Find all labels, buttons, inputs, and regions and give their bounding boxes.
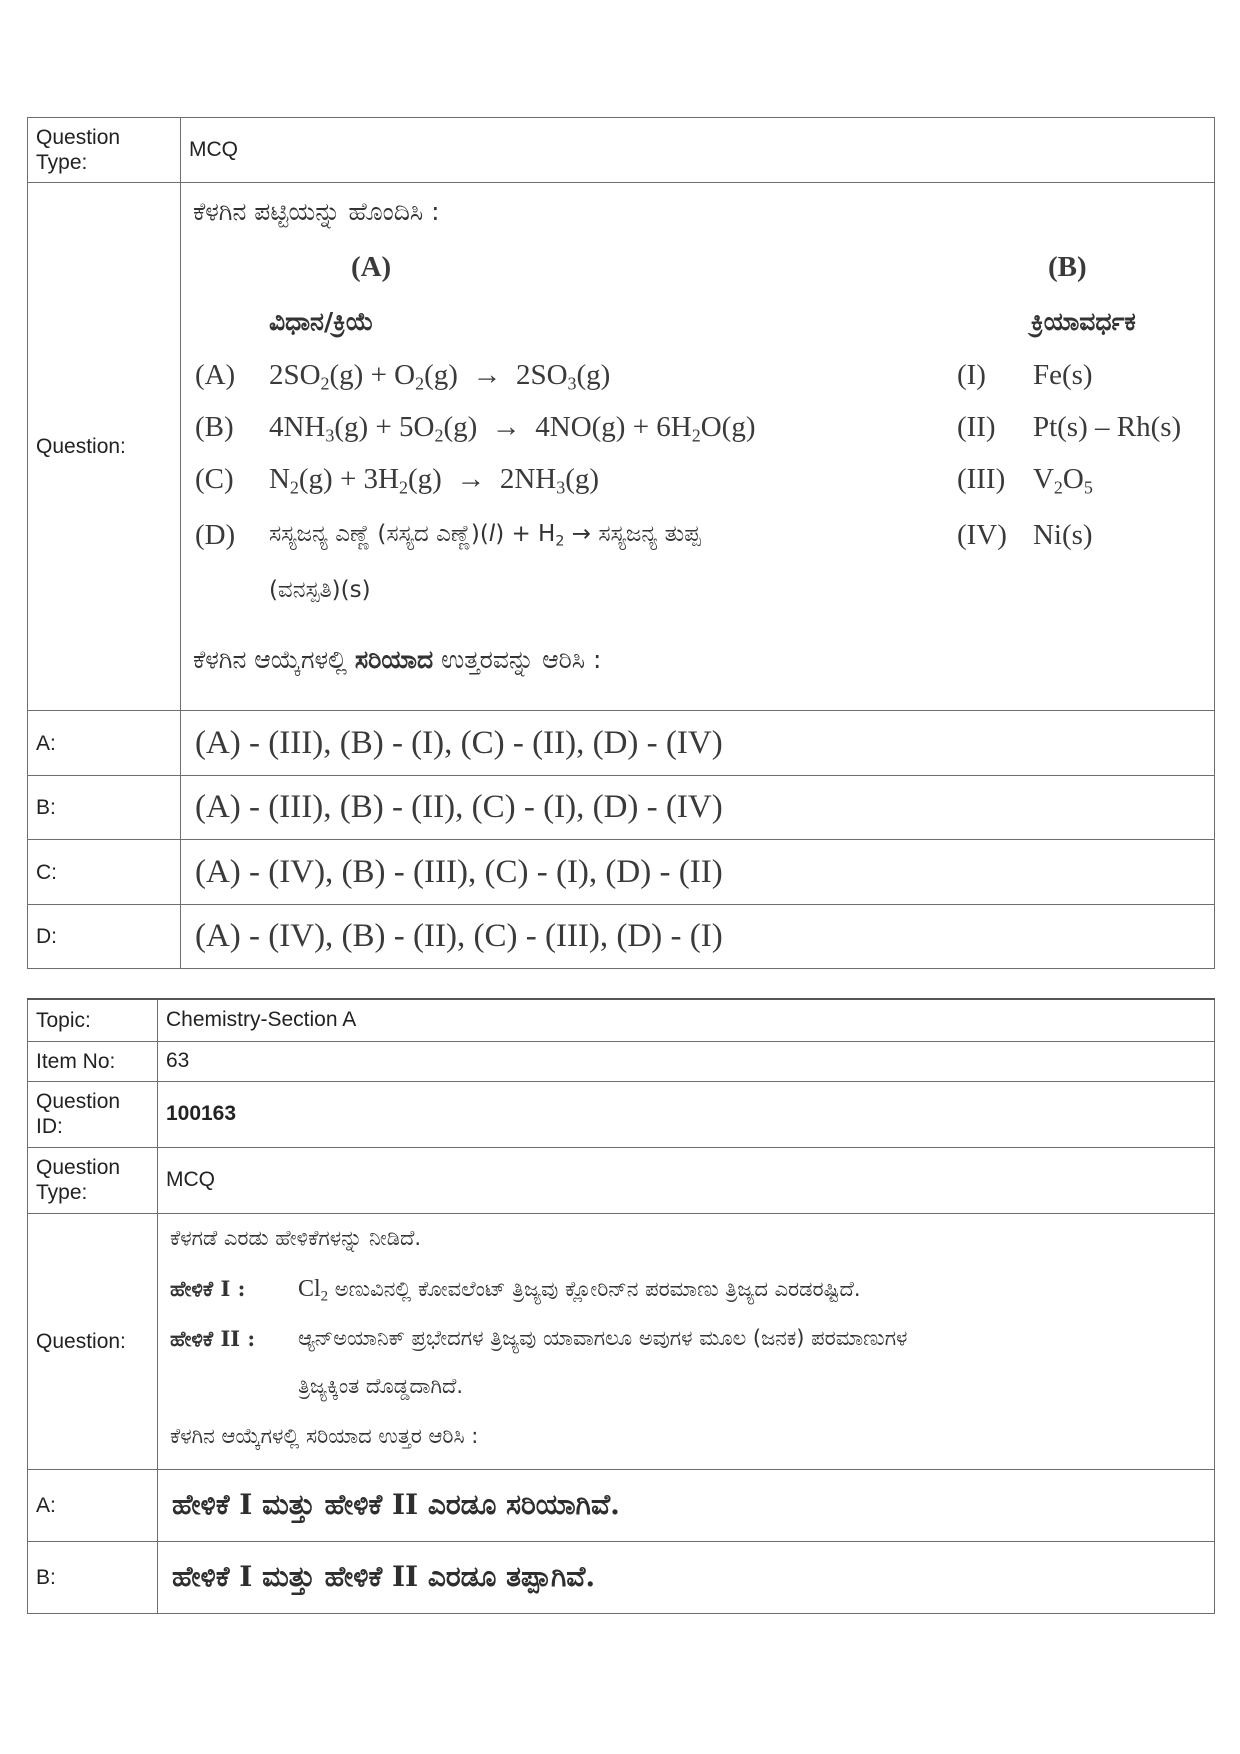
option-label: A: [28,711,181,776]
option-label: B: [28,776,181,840]
item-no-label: Item No: [28,1041,158,1081]
column-a-heading: (A) [350,251,392,283]
option-text: ಹೇಳಿಕೆ I ಮತ್ತು ಹೇಳಿಕೆ II ಎರಡೂ ತಪ್ಪಾಗಿವೆ. [157,1541,1214,1613]
question-id-label: Question ID: [28,1081,158,1147]
option-label: B: [28,1541,158,1613]
question-closing: ಕೆಳಗಿನ ಆಯ್ಕೆಗಳಲ್ಲಿ ಸರಿಯಾದ ಉತ್ತರ ಆರಿಸಿ : [169,1423,479,1448]
row-key: (B) [194,411,234,443]
option-text: (A) - (IV), (B) - (II), (C) - (III), (D) - (I) [180,905,1214,969]
option-text: (A) - (IV), (B) - (III), (C) - (I), (D) - (II) [180,840,1214,905]
closing-bold: ಸರಿಯಾದ [354,645,434,674]
catalyst-roman: (I) [956,359,986,391]
catalyst-name: Pt(s) – Rh(s) [1032,411,1182,443]
question-type-value: MCQ [180,118,1214,183]
question-type-value: MCQ [157,1147,1214,1213]
option-text: (A) - (III), (B) - (II), (C) - (I), (D) - (IV) [180,776,1214,840]
catalyst-name: Ni(s) [1032,519,1093,551]
question-body [180,183,1214,711]
closing-pre: ಕೆಳಗಿನ ಆಯ್ಕೆಗಳಲ್ಲಿ [192,645,347,674]
option-text: (A) - (III), (B) - (I), (C) - (II), (D) - (IV) [180,711,1214,776]
option-text: ಹೇಳಿಕೆ I ಮತ್ತು ಹೇಳಿಕೆ II ಎರಡೂ ಸರಿಯಾಗಿವೆ. [157,1469,1214,1541]
question-instruction: ಕೆಳಗಿನ ಪಟ್ಟಿಯನ್ನು ಹೊಂದಿಸಿ : [192,197,440,226]
catalyst-name: Fe(s) [1032,359,1093,391]
statement-2-text-line2: ತ್ರಿಜ್ಯಕ್ಕಿಂತ ದೊಡ್ಡದಾಗಿದೆ. [297,1373,464,1398]
catalyst-name: $V_2O_5$ [1032,463,1093,498]
question-type-label: Question Type: [28,1147,158,1213]
option-label: D: [28,905,181,969]
topic-label: Topic: [28,999,158,1041]
column-a-subheading: ವಿಧಾನ/ಕ್ರಿಯೆ [268,307,374,336]
closing-post: ಉತ್ತರವನ್ನು ಆರಿಸಿ : [441,645,602,674]
reaction-equation: $4NH_3(g) + 5O_2(g) \to 4NO(g) + 6H_2O(g)$ [268,411,756,446]
statement-1-label: ಹೇಳಿಕೆ I : [169,1275,246,1301]
option-label: C: [28,840,181,905]
question-closing [193,645,601,675]
reaction-equation: $2SO_2(g) + O_2(g) \to 2SO_3(g)$ [268,359,611,394]
question-body [157,1213,1214,1469]
statement-2-text-line1: ಆ್ಯನ್‌ಅಯಾನಿಕ್ ಪ್ರಭೇದಗಳ ತ್ರಿಜ್ಯವು ಯಾವಾಗಲೂ ಅವುಗಳ ಮೂಲ (ಜನಕ) ಪರಮಾಣುಗಳ [297,1325,908,1350]
question-type-label: Question Type: [28,118,181,183]
row-key: (A) [194,359,236,391]
reaction-text: ಸಸ್ಯಜನ್ಯ ಎಣ್ಣೆ (ಸಸ್ಯದ ಎಣ್ಣೆ)(l) + $H_2$ → ಸಸ್ಯಜನ್ಯ ತುಪ್ಪ [268,521,701,550]
row-key: (D) [194,519,236,551]
reaction-equation: $N_2(g) + 3H_2(g) \to 2NH_3(g)$ [268,463,600,498]
reaction-text-continued: (ವನಸ್ಪತಿ)(s) [268,577,371,603]
question-label: Question: [28,183,181,711]
catalyst-roman: (IV) [956,519,1007,551]
statement-intro: ಕೆಳಗಡೆ ಎರಡು ಹೇಳಿಕೆಗಳನ್ನು ನೀಡಿದೆ. [169,1225,422,1250]
question-label: Question: [28,1213,158,1469]
question-table-1 [27,117,1215,969]
catalyst-roman: (II) [956,411,996,443]
column-b-subheading: ಕ್ರಿಯಾವರ್ಧಕ [1030,307,1136,336]
topic-value: Chemistry-Section A [157,999,1214,1041]
item-no-value: 63 [157,1041,1214,1081]
statement-2-label: ಹೇಳಿಕೆ II : [169,1325,256,1351]
question-id-value: 100163 [157,1081,1214,1147]
option-label: A: [28,1469,158,1541]
question-table-2 [27,998,1215,1614]
column-b-heading: (B) [1047,251,1087,283]
catalyst-roman: (III) [956,463,1006,495]
statement-1-text: $Cl_2$ ಅಣುವಿನಲ್ಲಿ ಕೋವಲೆಂಟ್ ತ್ರಿಜ್ಯವು ಕ್ಲೋರಿನ್‌ನ ಪರಮಾಣು ತ್ರಿಜ್ಯದ ಎರಡರಷ್ಟಿದೆ. [297,1275,861,1304]
row-key: (C) [194,463,234,495]
